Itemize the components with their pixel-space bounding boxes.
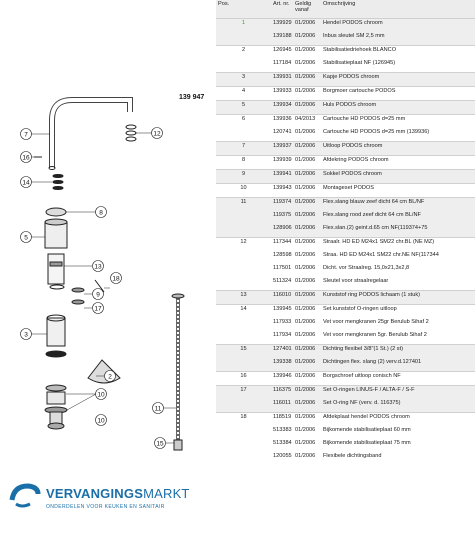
row-valid-from: 01/2006 [295, 60, 316, 66]
table-row [216, 46, 475, 60]
row-article-number: 139936 [271, 115, 293, 129]
table-row [216, 291, 475, 305]
logo-tagline: ONDERDELEN VOOR KEUKEN EN SANITAIR [46, 504, 165, 510]
logo-name-light: MARKT [143, 486, 190, 501]
row-valid-from: 01/2006 [293, 19, 321, 33]
parts-table-header [216, 0, 475, 19]
row-valid-from: 01/2006 [293, 32, 321, 46]
row-description: Stabilisatiedriehoek BLANCO [321, 46, 475, 60]
row-description: Uitloop PODOS chroom [321, 142, 475, 156]
row-position: 12 [216, 238, 271, 252]
table-row [216, 87, 475, 101]
row-description: Borgschroef uitloop conisch NF [321, 372, 475, 386]
callout-5-label: 5 [24, 234, 28, 242]
row-valid-from: 01/2006 [293, 372, 321, 386]
row-article-number: 116010 [271, 291, 293, 305]
row-article-number: 139929 [271, 19, 293, 33]
row-valid-from: 01/2006 [293, 238, 321, 252]
table-row [216, 251, 475, 264]
table-row [216, 59, 475, 73]
row-valid-from: 01/2006 [293, 198, 321, 212]
aerator-part [126, 125, 136, 129]
row-valid-from: 01/2006 [295, 278, 316, 284]
callout-17 [93, 303, 104, 314]
row-valid-from: 01/2006 [295, 332, 316, 338]
header-omschrijving: Omschrijving [321, 0, 475, 19]
row-article-number: 116375 [271, 386, 293, 400]
row-article-number: 117933 [273, 319, 292, 325]
table-row [216, 318, 475, 331]
callout-10-upper [96, 389, 107, 400]
callout-7 [21, 129, 32, 140]
row-position [216, 399, 271, 413]
row-valid-from: 01/2006 [295, 453, 316, 459]
row-description: Bijkomende stabilisatieplaat 60 mm [323, 427, 411, 433]
callout-17-label: 17 [94, 305, 102, 313]
parts-table [216, 0, 475, 465]
row-position [216, 331, 271, 345]
row-article-number: 120741 [273, 129, 292, 135]
parts-list-panel [216, 0, 475, 550]
row-description: Vet voor mengkranen 5gr. Berulub Sihaf 2 [323, 332, 427, 338]
logo-wordmark [46, 486, 190, 501]
callout-5 [21, 232, 32, 243]
row-valid-from: 01/2006 [293, 101, 321, 115]
row-position [216, 251, 271, 264]
callout-13-label: 13 [94, 263, 102, 271]
spout-part [52, 100, 130, 168]
row-valid-from: 01/2006 [295, 129, 316, 135]
table-row [216, 198, 475, 212]
cover-ring-part [46, 208, 66, 216]
table-row [216, 128, 475, 142]
row-article-number: 118519 [271, 413, 293, 427]
callout-11-label: 11 [154, 405, 162, 413]
table-row [216, 32, 475, 46]
row-description: Set O-ring NF (verv. d. 116375) [321, 399, 475, 413]
row-valid-from: 01/2006 [295, 252, 316, 258]
row-position: 18 [216, 413, 271, 427]
row-description: Bijkomende stabilisatieplaat 75 mm [323, 440, 411, 446]
row-position [216, 59, 271, 73]
row-article-number: 139338 [271, 358, 293, 372]
table-row [216, 426, 475, 439]
row-description: Set O-ringen LINUS-F / ALTA-F / S-F [321, 386, 475, 400]
row-description: Montageset PODOS [321, 184, 475, 198]
row-position [216, 318, 271, 331]
row-description: Sleutel voor straalregelaar [323, 278, 389, 284]
row-article-number: 511324 [273, 278, 292, 284]
table-row [216, 413, 475, 427]
row-article-number: 139946 [271, 372, 293, 386]
callout-15 [155, 438, 166, 449]
callout-2 [105, 371, 116, 382]
table-row [216, 345, 475, 359]
row-description: Flexibele dichtingsband [323, 453, 382, 459]
row-description: Inbus sleutel SM 2,5 mm [321, 32, 475, 46]
callout-16-label: 16 [22, 154, 30, 162]
row-valid-from: 01/2006 [295, 319, 316, 325]
row-article-number: 139934 [271, 101, 293, 115]
row-valid-from: 01/2006 [293, 305, 321, 319]
row-description: Sokkel PODOS chroom [321, 170, 475, 184]
table-row [216, 142, 475, 156]
row-valid-from: 01/2006 [295, 440, 316, 446]
row-description: Afdekplaat hendel PODOS chroom [321, 413, 475, 427]
table-row [216, 115, 475, 129]
row-description: Hendel PODOS chroom [321, 19, 475, 33]
row-description: Huls PODOS chroom [321, 101, 475, 115]
callout-14 [21, 177, 32, 188]
table-row [216, 211, 475, 224]
callout-7-label: 7 [24, 131, 28, 139]
row-position [216, 439, 271, 452]
row-valid-from: 01/2006 [293, 399, 321, 413]
row-valid-from: 01/2006 [293, 46, 321, 60]
row-position: 14 [216, 305, 271, 319]
row-position: 17 [216, 386, 271, 400]
row-position [216, 128, 271, 142]
row-valid-from: 01/2006 [293, 358, 321, 372]
row-valid-from: 01/2006 [293, 73, 321, 87]
row-position [216, 264, 271, 277]
row-position [216, 426, 271, 439]
row-valid-from: 01/2006 [293, 184, 321, 198]
callout-18 [111, 273, 122, 284]
table-row [216, 238, 475, 252]
row-article-number: 120055 [273, 453, 292, 459]
exploded-parts-diagram [0, 0, 216, 550]
row-article-number: 126945 [271, 46, 293, 60]
row-article-number: 513384 [273, 440, 292, 446]
callout-12-label: 12 [153, 130, 161, 138]
row-position: 13 [216, 291, 271, 305]
header-pos: Pos. [216, 0, 271, 19]
row-valid-from: 01/2006 [295, 265, 316, 271]
table-row [216, 170, 475, 184]
row-article-number: 117344 [271, 238, 293, 252]
row-position: 6 [216, 115, 271, 129]
callout-9 [93, 289, 104, 300]
row-valid-from: 01/2006 [293, 156, 321, 170]
table-row [216, 277, 475, 291]
row-valid-from: 01/2006 [293, 142, 321, 156]
table-row [216, 73, 475, 87]
row-position: 16 [216, 372, 271, 386]
row-article-number: 139941 [271, 170, 293, 184]
callout-11 [153, 403, 164, 414]
row-description: Straa. HD ED M24x1 SM22 chr.NE NF(117344 [323, 252, 439, 258]
logo-name-bold: VERVANGINGS [46, 486, 144, 501]
stabiliser-part [88, 360, 120, 383]
exploded-view-drawing [0, 0, 216, 550]
header-art-nr: Art. nr. [271, 0, 293, 19]
row-position: 15 [216, 345, 271, 359]
callout-8 [96, 207, 107, 218]
row-valid-from: 01/2006 [293, 211, 321, 224]
table-row [216, 399, 475, 413]
callout-2-label: 2 [108, 373, 112, 381]
body-part [45, 222, 67, 248]
row-valid-from: 01/2006 [293, 291, 321, 305]
header-geldig-vanaf: Geldig vanaf [293, 0, 321, 19]
callout-13 [93, 261, 104, 272]
table-row [216, 452, 475, 465]
row-position [216, 452, 271, 465]
row-article-number: 139931 [271, 73, 293, 87]
table-row [216, 264, 475, 277]
brand-logo [8, 482, 208, 522]
callout-18-label: 18 [112, 275, 120, 283]
callout-8-label: 8 [99, 209, 103, 217]
row-description: Straalr. HD ED M24x1 SM22 chr.BL (NE MZ) [321, 238, 475, 252]
table-row [216, 439, 475, 452]
table-row [216, 19, 475, 33]
table-row [216, 372, 475, 386]
row-article-number: 513383 [273, 427, 292, 433]
row-description: Flex.slang rood zeef dicht 64 cm BL/NF [321, 211, 475, 224]
table-row [216, 184, 475, 198]
row-valid-from: 04/2013 [293, 115, 321, 129]
row-position: 5 [216, 101, 271, 115]
row-description: Dichtingen flex. slang (2) verv.d.127401 [321, 358, 475, 372]
row-valid-from: 01/2006 [293, 386, 321, 400]
row-article-number: 119375 [271, 211, 293, 224]
row-position: 9 [216, 170, 271, 184]
row-valid-from: 01/2006 [293, 87, 321, 101]
row-article-number: 128906 [271, 224, 293, 238]
callout-3 [21, 329, 32, 340]
row-valid-from: 01/2006 [293, 413, 321, 427]
row-article-number: 128598 [273, 252, 292, 258]
row-valid-from: 01/2006 [293, 170, 321, 184]
row-article-number: 139945 [271, 305, 293, 319]
row-position: 4 [216, 87, 271, 101]
row-description: Borgmoer cartouche PODOS [321, 87, 475, 101]
row-valid-from: 01/2006 [293, 224, 321, 238]
table-row [216, 224, 475, 238]
row-position: 3 [216, 73, 271, 87]
callout-15-label: 15 [156, 440, 164, 448]
row-position [216, 211, 271, 224]
row-position: 2 [216, 46, 271, 60]
row-description: Flex.slan.(2) geint.d.65 cm NF(119374+75 [321, 224, 475, 238]
row-article-number: 139943 [271, 184, 293, 198]
row-position: 8 [216, 156, 271, 170]
row-article-number: 117184 [273, 60, 292, 66]
parts-table-body [216, 19, 475, 466]
callout-12 [152, 128, 163, 139]
row-article-number: 119374 [271, 198, 293, 212]
row-article-number: 139939 [271, 156, 293, 170]
row-position [216, 277, 271, 291]
row-position: 1 [216, 19, 271, 33]
row-article-number: 139933 [271, 87, 293, 101]
row-article-number: 139188 [271, 32, 293, 46]
logo-swirl-icon [8, 482, 42, 512]
table-row [216, 358, 475, 372]
row-description: Dichting flexibel 3/8"(1 St.) (2 st) [321, 345, 475, 359]
callout-10-lower [96, 415, 107, 426]
row-article-number: 127401 [271, 345, 293, 359]
row-description: Vet voor mengkranen 25gr Berulub Sihaf 2 [323, 319, 429, 325]
callout-10-lower-label: 10 [97, 417, 105, 425]
table-row [216, 156, 475, 170]
row-article-number: 139937 [271, 142, 293, 156]
callout-10-upper-label: 10 [97, 391, 105, 399]
row-valid-from: 01/2006 [295, 427, 316, 433]
row-description: Cartouche HD PODOS d=25 mm [321, 115, 475, 129]
row-article-number: 117501 [273, 265, 292, 271]
callout-16 [21, 152, 32, 163]
callout-9-label: 9 [96, 291, 100, 299]
row-description: Afdekring PODOS chroom [321, 156, 475, 170]
row-position: 7 [216, 142, 271, 156]
row-position [216, 32, 271, 46]
table-row [216, 331, 475, 345]
callout-14-label: 14 [22, 179, 30, 187]
row-description: Kunststof ring PODOS lichaam (1 stuk) [321, 291, 475, 305]
row-position [216, 358, 271, 372]
row-description: Dicht. vor Straalreg. 15,0x21,3x2,8 [323, 265, 410, 271]
row-article-number: 117934 [273, 332, 292, 338]
table-row [216, 101, 475, 115]
row-position: 10 [216, 184, 271, 198]
article-number-label: 139 947 [179, 94, 205, 101]
row-position [216, 224, 271, 238]
callout-3-label: 3 [24, 331, 28, 339]
row-valid-from: 01/2006 [293, 345, 321, 359]
row-description: Kapje PODOS chroom [321, 73, 475, 87]
row-article-number: 116011 [271, 399, 293, 413]
table-row [216, 305, 475, 319]
row-description: Stabilisatieplaat NF (126945) [323, 60, 396, 66]
row-description: Set kunststof O-ringen uitloop [321, 305, 475, 319]
row-description: Flex.slang blauw zeef dicht 64 cm BL/NF [321, 198, 475, 212]
row-position: 11 [216, 198, 271, 212]
row-description: Cartouche HD PODOS d=25 mm (139936) [323, 129, 430, 135]
table-row [216, 386, 475, 400]
